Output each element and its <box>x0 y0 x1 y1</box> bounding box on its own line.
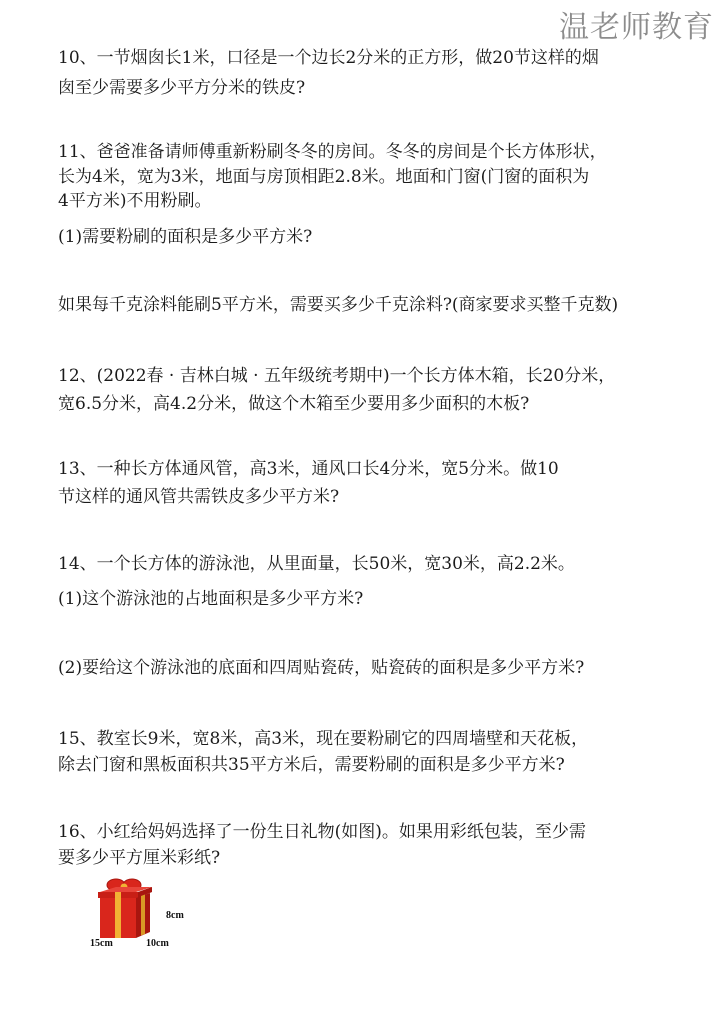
gift-height-label: 8cm <box>166 910 184 921</box>
q11-line-3: 4平方米)不用粉刷。 <box>58 191 212 211</box>
q15-line-2: 除去门窗和黑板面积共35平方米后，需要粉刷的面积是多少平方米? <box>58 755 565 775</box>
gift-width-label: 10cm <box>146 938 169 949</box>
q13-line-2: 节这样的通风管共需铁皮多少平方米? <box>58 487 340 507</box>
watermark: 温老师教育 <box>559 10 714 45</box>
gift-length-label: 15cm <box>90 938 113 949</box>
q14-part-2: (2)要给这个游泳池的底面和四周贴瓷砖，贴瓷砖的面积是多少平方米? <box>58 658 585 678</box>
q16-line-2: 要多少平方厘米彩纸? <box>58 848 221 868</box>
gift-box-figure <box>86 876 226 956</box>
q11-part-1: (1)需要粉刷的面积是多少平方米? <box>58 227 313 247</box>
q12-line-1: 12、(2022春 · 吉林白城 · 五年级统考期中)一个长方体木箱，长20分米， <box>58 366 616 386</box>
q11-part-2: 如果每千克涂料能刷5平方米，需要买多少千克涂料?(商家要求买整千克数) <box>58 295 619 315</box>
q16-line-1: 16、小红给妈妈选择了一份生日礼物(如图)。如果用彩纸包装，至少需 <box>58 822 586 842</box>
q11-line-1: 11、爸爸准备请师傅重新粉刷冬冬的房间。冬冬的房间是个长方体形状， <box>58 142 607 162</box>
q10-line-2: 囱至少需要多少平方分米的铁皮? <box>58 78 306 98</box>
q10-line-1: 10、一节烟囱长1米，口径是一个边长2分米的正方形，做20节这样的烟 <box>58 48 599 68</box>
q12-line-2: 宽6.5分米，高4.2分米，做这个木箱至少要用多少面积的木板? <box>58 394 530 414</box>
gift-box-icon <box>86 876 166 940</box>
q15-line-1: 15、教室长9米，宽8米，高3米，现在要粉刷它的四周墙壁和天花板， <box>58 729 589 749</box>
q13-line-1: 13、一种长方体通风管，高3米，通风口长4分米，宽5分米。做10 <box>58 459 559 479</box>
q11-line-2: 长为4米，宽为3米，地面与房顶相距2.8米。地面和门窗(门窗的面积为 <box>58 167 590 187</box>
q14-part-1: (1)这个游泳池的占地面积是多少平方米? <box>58 589 364 609</box>
q14-line-1: 14、一个长方体的游泳池，从里面量，长50米，宽30米，高2.2米。 <box>58 554 575 574</box>
